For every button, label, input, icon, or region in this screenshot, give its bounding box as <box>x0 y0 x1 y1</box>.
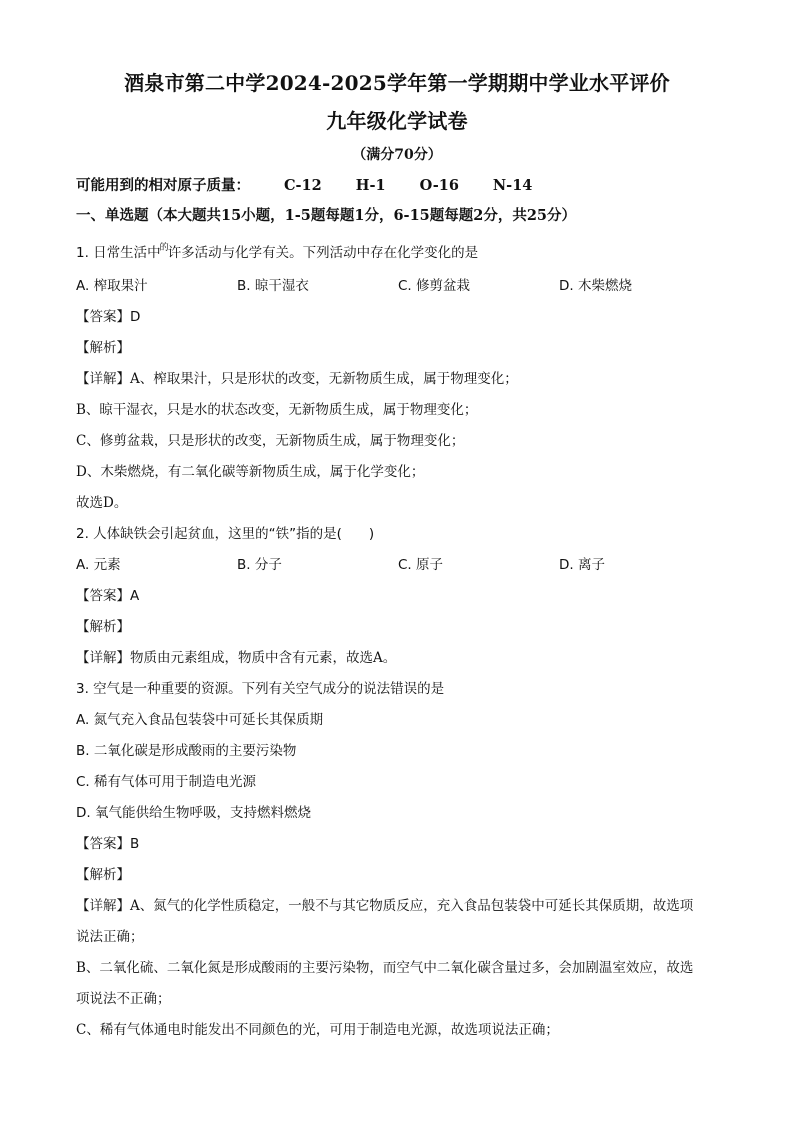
option-b: B. 分子 <box>237 557 282 573</box>
detail-line: C、修剪盆栽，只是形状的改变，无新物质生成，属于物理变化； <box>76 433 465 449</box>
detail-line: 故选D。 <box>76 495 128 511</box>
full-score: （满分70分） <box>352 147 442 163</box>
answer-label: 【答案】A <box>76 588 140 604</box>
atomic-mass-n: N-14 <box>492 177 533 194</box>
detail-line: 【详解】A、榨取果汁，只是形状的改变，无新物质生成，属于物理变化； <box>76 371 518 387</box>
question-stem: 3. 空气是一种重要的资源。下列有关空气成分的说法错误的是 <box>76 681 445 697</box>
atomic-mass-c: C-12 <box>284 177 322 194</box>
detail-line: 【详解】A、氮气的化学性质稳定，一般不与其它物质反应，充入食品包装袋中可延长其保质期，故选项 <box>76 898 694 914</box>
analysis-label: 【解析】 <box>76 867 130 883</box>
answer-label: 【答案】D <box>76 309 141 325</box>
option-c: C. 原子 <box>398 557 444 573</box>
option-d: D. 氧气能供给生物呼吸，支持燃料燃烧 <box>76 805 311 821</box>
question-stem: 2. 人体缺铁会引起贫血，这里的“铁”指的是( ) <box>76 526 375 542</box>
atomic-masses-label: 可能用到的相对原子质量： <box>76 177 250 194</box>
option-b: B. 晾干湿衣 <box>237 278 309 294</box>
analysis-label: 【解析】 <box>76 619 130 635</box>
question-3 <box>76 674 718 1046</box>
analysis-label: 【解析】 <box>76 340 130 356</box>
atomic-masses <box>76 176 718 196</box>
question-options <box>76 550 718 581</box>
stem-superscript: 的 <box>159 243 169 253</box>
section-heading: 一、单选题（本大题共15小题，1-5题每题1分，6-15题每题2分，共25分） <box>76 207 577 224</box>
option-d: D. 离子 <box>559 557 605 573</box>
atomic-mass-h: H-1 <box>355 177 386 194</box>
atomic-mass-o: O-16 <box>419 177 459 194</box>
detail-line: B、二氧化硫、二氧化氮是形成酸雨的主要污染物，而空气中二氧化碳含量过多，会加剧温室效应，故选 <box>76 960 694 976</box>
option-c: C. 修剪盆栽 <box>398 278 471 294</box>
question-stem: 1. 日常生活中$^的$许多活动与化学有关。下列活动中存在化学变化的是 <box>76 243 479 261</box>
question-1 <box>76 238 718 519</box>
detail-line-continued: 项说法不正确； <box>76 991 171 1007</box>
detail-line: C、稀有气体通电时能发出不同颜色的光，可用于制造电光源，故选项说法正确； <box>76 1022 559 1038</box>
question-2 <box>76 519 718 674</box>
detail-line: B、晾干湿衣，只是水的状态改变，无新物质生成，属于物理变化； <box>76 402 478 418</box>
question-options <box>76 271 718 302</box>
option-a: A. 榨取果汁 <box>76 278 148 294</box>
option-c: C. 稀有气体可用于制造电光源 <box>76 774 257 790</box>
option-a: A. 元素 <box>76 557 121 573</box>
detail-line: D、木柴燃烧，有二氧化碳等新物质生成，属于化学变化； <box>76 464 425 480</box>
detail-line-continued: 说法正确； <box>76 929 144 945</box>
detail-line: 【详解】物质由元素组成，物质中含有元素，故选A。 <box>76 650 397 666</box>
option-d: D. 木柴燃烧 <box>559 278 632 294</box>
option-a: A. 氮气充入食品包装袋中可延长其保质期 <box>76 712 324 728</box>
exam-title-line1: 酒泉市第二中学2024-2025学年第一学期期中学业水平评价 <box>124 71 670 95</box>
answer-label: 【答案】B <box>76 836 140 852</box>
option-b: B. 二氧化碳是形成酸雨的主要污染物 <box>76 743 297 759</box>
exam-title-line2: 九年级化学试卷 <box>326 109 468 133</box>
